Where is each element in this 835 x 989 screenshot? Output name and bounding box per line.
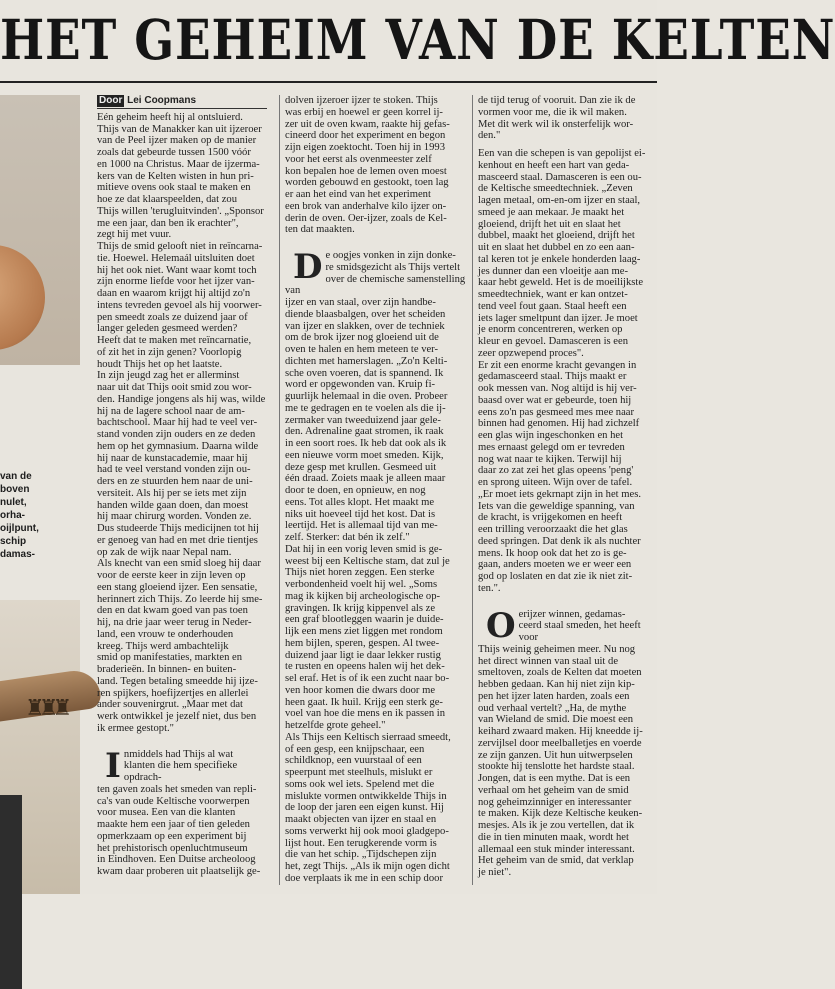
paragraph-text: erijzer winnen, gedamas- ceerd staal smeden, het heeft voor Thijs weinig geheimen meer. Nu nog het direct winnen van staal uit de smeltoven, zoals de Kelten dat moeten hebben gedaan. Kan hij niet zijn kip- pen het ijzer laten harden, zoals een oud verhaal vertelt? „Ha, de mythe van Wieland de smid. Die moest een keihard zwaard maken. Hij kneedde ij- zervijlsel door meelballetjes en voerde ze zijn ganzen. Uit hun uitwerpselen stookte hij tenslotte het hardste staal. Jongen, dat is een mythe. Dat is een verhaal om het geheim van de smid nog geheimzinniger en interessanter te maken. Kijk deze Keltische keuken- mesjes. Als ik je zou vertellen, dat ik die in tien minuten maak, wordt het allemaal een stuk minder interessant. Het geheim van de smid, dat verklap je niet".	[478, 608, 643, 878]
byline-author: Lei Coopmans	[127, 95, 197, 106]
headline-rule	[0, 81, 657, 83]
photo-caption	[0, 470, 80, 561]
photo-strip	[0, 95, 80, 894]
byline	[97, 95, 267, 109]
paragraph	[478, 605, 653, 879]
drop-cap: D	[293, 247, 323, 287]
paragraph-text: e oogjes vonken in zijn donke- re smidsgezicht als Thijs vertelt over de chemische samenstelling van ijzer en van staal, over zijn handbe- diende blaasbalgen, over het scheiden van ijzer en slakken, over de techniek om de brok ijzer nog gloeiend uit de oven te halen en hem meteen te ver- dichten met hamerslagen. „Zo'n Kelti- sche oven voeren, dat is spannend. Ik word er opgewonden van. Kruip fi- guurlijk helemaal in die oven. Probeer me te gedragen en te voelen als die ij- zermaker van tweeduizend jaar gele- den. Adrenaline gaat stromen, ik raak in een soort roes. Ik heb dat ook als ik een nieuwe vorm moet smeden. Kijk, deze gesp met krullen. Gesmeed uit één draad. Zoiets maak je alleen maar door te doen, en opnieuw, en nog eens. Tot alles klopt. Het maakt me niks uit hoeveel tijd het kost. Dat is leertijd. Het is allemaal tijd van me- zelf. Sterker: dat bén ik zelf." Dat hij in een vorig leven smid is ge- weest bij een Keltische stam, dat zul je Thijs niet horen zeggen. Een sterke verbondenheid voelt hij wel. „Soms mag ik kijken bij archeologische op- gravingen. Ik krijg kippenvel als ze een graf blootleggen waarin je duide- lijk een mens ziet liggen met rondom hem bijlen, speren, gespen. Al twee- duizend jaar ligt ie daar lekker rustig te rusten en opeens halen wij het dek- sel eraf. Het is of ik een zucht naar bo- ven hoor komen die dwars door me heen gaat. Ik huil. Krijg een sterk ge- voel van hoe die mens en ik passen in hetzelfde grote geheel." Als Thijs een Keltisch sierraad smeedt, of een gesp, een knijpschaar, een schildknop, een vuurstaal of een speerpunt met steelhuls, mislukt er soms ook wel iets. Spelend met die mislukte vormen ontwikkelde Thijs in de loop der jaren een eigen kunst. Hij maakt objecten van ijzer en staal en soms verwerkt hij ook mooi gladgepo- lijst hout. Een terugkerende vorm is die van het schip. „Tijdschepen zijn het, zegt Thijs. „Als ik mijn ogen dicht doe verplaats ik me in een schip door	[285, 250, 466, 884]
caption-line: boven	[0, 484, 30, 495]
caption-line: damas-	[0, 549, 36, 560]
caption-line: orha-	[0, 510, 25, 521]
headline: HET GEHEIM VAN DE KELTEN	[0, 7, 835, 72]
paragraph: Eén geheim heeft hij al ontsluierd. Thijs van de Manakker kan uit ijzeroer van de Peel ijzer maken op de manier zoals dat gebeurde tussen 1500 vóór en 1000 na Christus. Maar de ijzerma- kers van de Kelten wisten in hun pri- mitieve ovens ook staal te maken en hoe ze dat klaarspeelden, dat zou Thijs willen 'terugluitvinden'. „Sponsor me een jaar, dan ben ik erachter", zegt hij met vuur. Thijs de smid gelooft niet in reïncarna- tie. Hoewel. Helemaál uitsluiten doet hij het ook niet. Want waar komt toch zijn enorme liefde voor het ijzer van- daan en waarom krijgt hij altijd zo'n intens tevreden gevoel als hij voorwer- pen smeedt zoals ze duizend jaar of langer geleden gesmeed werden? Heeft dat te maken met reïncarnatie, of zit het in zijn genen? Voorlopig houdt Thijs het op het laatste. In zijn jeugd zag het er allerminst naar uit dat Thijs ooit smid zou wor- den. Handige jongens als hij was, wilde hij na de lagere school naar de am- bachtschool. Maar hij had te veel ver- stand vonden zijn ouders en ze deden hem op het gymnasium. Daarna wilde hij naar de kunstacademie, maar hij had te veel verstand vonden zijn ou- ders en ze stuurden hem naar de uni- versiteit. Als hij per se iets met zijn handen wilde gaan doen, dan moest hij maar chirurg worden. Vonden ze. Dus studeerde Thijs medicijnen tot hij er genoeg van had en met drie tientjes op zak de wijk naar Nepal nam. Als knecht van een smid sloeg hij daar voor de eerste keer in zijn leven op een stang gloeiend ijzer. Een sensatie, herinnert zich Thijs. Zo leerde hij sme- den en dat kwam goed van pas toen hij, na drie jaar weer terug in Neder- land, een vrouw te onderhouden kreeg. Thijs werd ambachtelijk smid op manifestaties, markten en braderieën. In binnen- en buiten- land. Tegen betaling smeedde hij ijze- ren spijkers, hoefijzertjes en allerlei ander souvenirgrut. „Maar met dat werk ontwikkel je jezelf niet, dus ben ik ermee gestopt."	[97, 111, 266, 734]
drop-cap: O	[486, 605, 516, 646]
paragraph: de tijd terug of vooruit. Dan zie ik de vormen voor me, die ik wil maken. Met dit werk wil ik onsterfelijk wor- den."	[478, 95, 636, 142]
paragraph: dolven ijzeroer ijzer te stoken. Thijs was erbij en hoewel er geen korrel ij- zer uit de oven kwam, raakte hij gefas- cineerd door het experiment en begon zijn eigen zoektocht. Toen hij in 1993 voor het eerst als ovenmeester zelf kon bepalen hoe de lemen oven moest worden gebouwd en gestookt, toen lag er aan het eind van het experiment een brok van anderhalve kilo ijzer on- derin de oven. Oer-ijzer, zoals de Kel- ten dat maakten.	[285, 95, 450, 236]
paragraph	[97, 745, 273, 878]
column-divider	[472, 95, 473, 885]
photo-shadow	[0, 795, 22, 989]
drop-cap: I	[105, 745, 121, 786]
caption-line: oijlpunt,	[0, 523, 39, 534]
paragraph	[285, 247, 468, 885]
article-column-2	[285, 95, 468, 885]
column-divider	[279, 95, 280, 885]
caption-line: nulet,	[0, 497, 27, 508]
caption-line: schip	[0, 536, 27, 547]
byline-prefix: Door	[99, 95, 123, 106]
article-column-3	[478, 95, 653, 879]
article-column-1	[97, 95, 273, 878]
paragraph: Een van die schepen is van gepolijst ei- kenhout en heeft een hart van geda- masceerd staal. Damasceren is een ou- de Keltische smeedtechniek. „Zeven lagen metaal, om-en-om ijzer en staal, smeed je aan mekaar. Je maakt het gloeiend, drijft het uit en slaat het dubbel, maakt het gloeiend, drijft het uit en slaat het dubbel en zo een aan- tal keren tot je enkele honderden laag- jes dunner dan een vloeitje aan me- kaar hebt geweld. Het is de moeilijkste smeedtechniek, want er kan ontzet- tend veel fout gaan. Staal heeft een iets lager smeltpunt dan ijzer. Je moet je enorm concentreren, werken op kleur en gevoel. Damasceren is een zeer opzwepend proces". Er zit een enorme kracht gevangen in gedamasceerd staal. Thijs maakt er ook messen van. Nog altijd is hij ver- baasd over wat er gebeurde, toen hij eens zo'n pas gesmeed mes mee naar binnen had genomen. Hij had zichzelf een glas wijn ingeschonken en het mes ernaast gelegd om er tevreden nog wat naar te kijken. Terwijl hij daar zo zat zei het glas opeens 'peng' en sprong uiteen. Wijn over de tafel. „Er moet iets gekrnapt zijn in het mes. Iets van die geweldige spanning, van de kracht, is vrijgekomen en heeft een trilling veroorzaakt die het glas deed springen. Dat denk ik als nuchter mens. Ik hoop ook dat het zo is ge- gaan, anders moeten we er weer een god op loslaten en dat zie ik niet zit- ten.".	[478, 148, 646, 594]
caption-line: van de	[0, 471, 32, 482]
paragraph-text: nmiddels had Thijs al wat klanten die hem specifieke opdrach- ten gaven zoals het smeden van repli- ca's van oude Keltische voorwerpen voor musea. Een van die klanten maakte hem een jaar of tien geleden opmerkzaam op een experiment bij het prehistorisch openluchtmuseum in Eindhoven. Een Duitse archeoloog kwam daar proberen uit plaatselijk ge-	[97, 748, 261, 877]
sculpture-spikes: ♜♜♜	[25, 695, 67, 720]
